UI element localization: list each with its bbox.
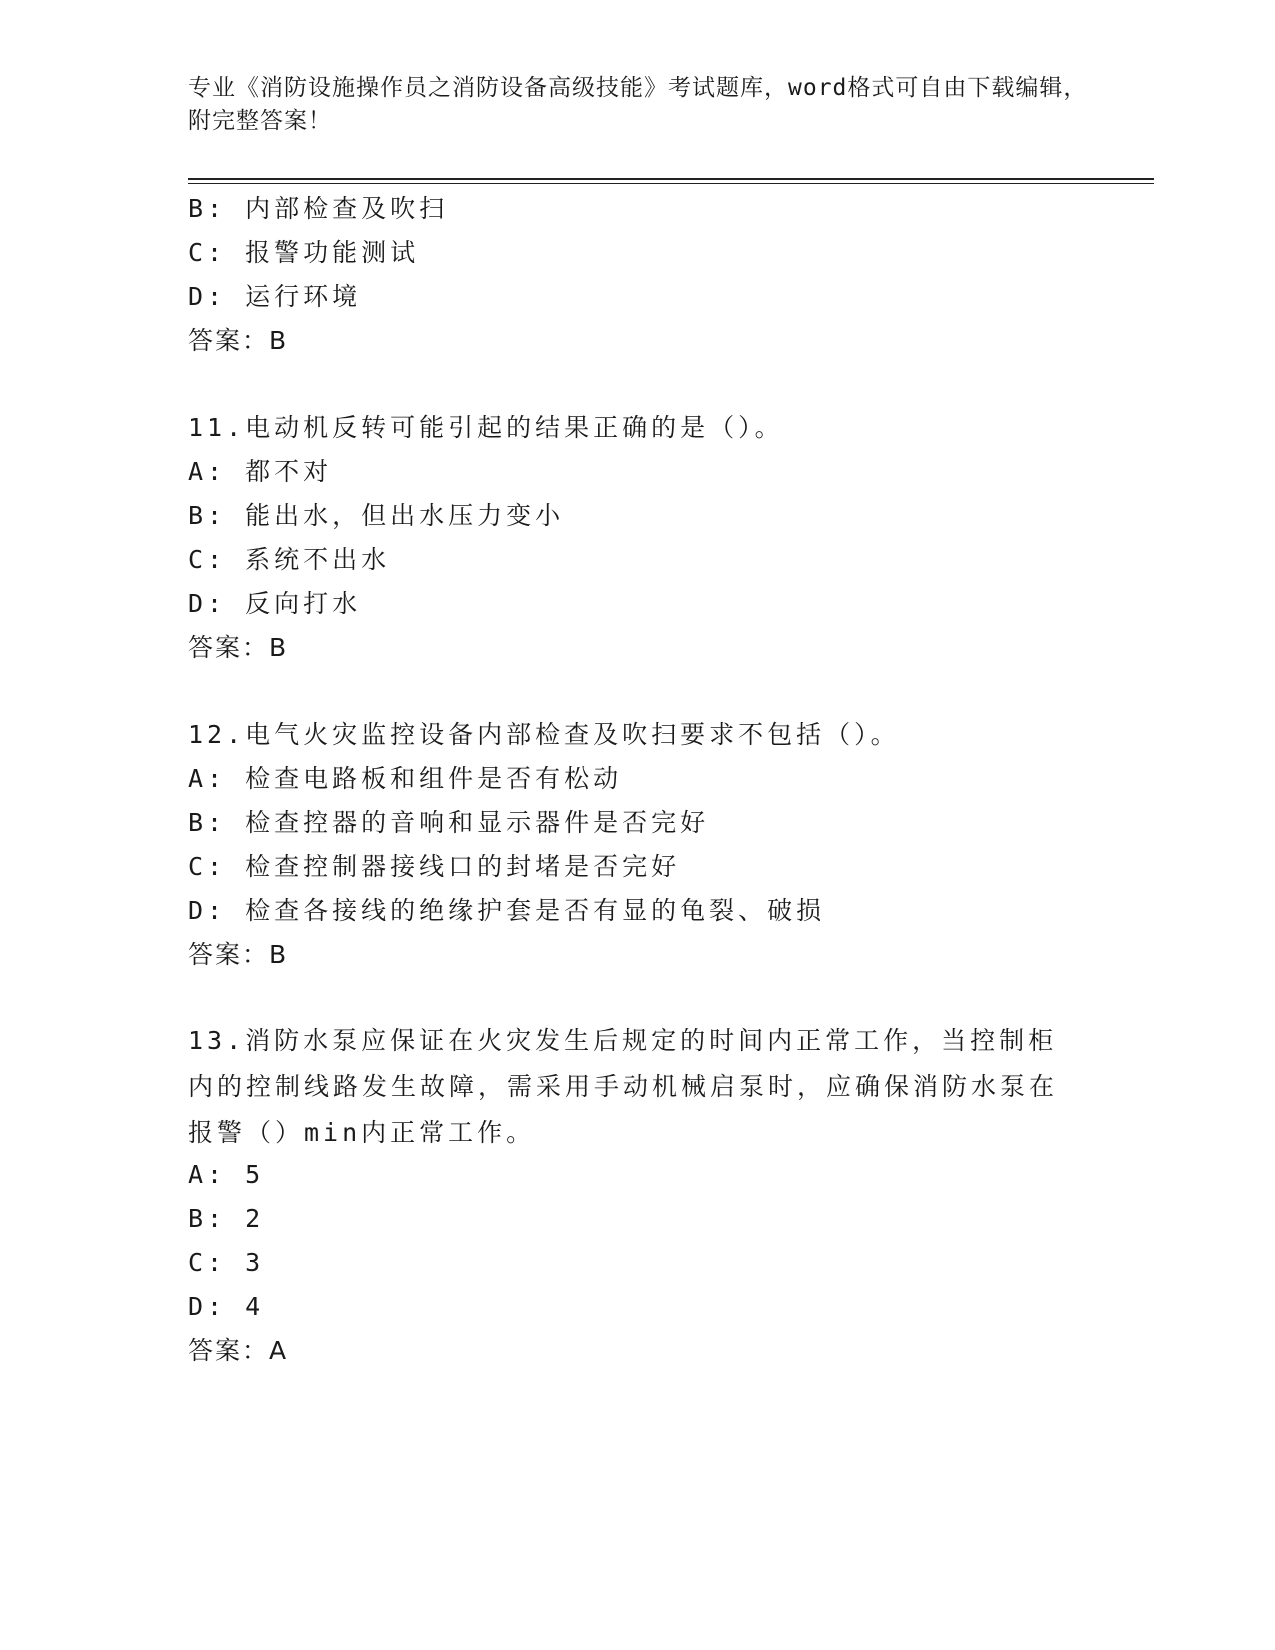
header-divider-thin (188, 183, 1154, 184)
option-c: C: 3 (188, 1248, 265, 1277)
option-b: B: 2 (188, 1204, 265, 1233)
answer: 答案：B (188, 940, 289, 969)
option-a: A: 5 (188, 1160, 265, 1189)
option-d: D: 4 (188, 1292, 265, 1321)
document-header: 专业《消防设施操作员之消防设备高级技能》考试题库，word格式可自由下载编辑，附完整答案！ (188, 75, 1088, 134)
question-stem: 12.电气火灾监控设备内部检查及吹扫要求不包括（）。 (188, 720, 900, 749)
option-d: D: 反向打水 (188, 589, 362, 618)
option-c: C: 检查控制器接线口的封堵是否完好 (188, 852, 681, 881)
option-b: B: 能出水，但出水压力变小 (188, 501, 565, 530)
option-b: B: 内部检查及吹扫 (188, 194, 449, 223)
option-d: D: 检查各接线的绝缘护套是否有显的龟裂、破损 (188, 896, 826, 925)
option-a: A: 检查电路板和组件是否有松动 (188, 764, 623, 793)
answer: 答案：B (188, 326, 289, 355)
question-stem: 13.消防水泵应保证在火灾发生后规定的时间内正常工作，当控制柜内的控制线路发生故障，需采用手动机械启泵时，应确保消防水泵在报警（）min内正常工作。 (188, 1026, 1059, 1147)
option-c: C: 系统不出水 (188, 545, 391, 574)
answer: 答案：A (188, 1336, 289, 1365)
question-stem: 11.电动机反转可能引起的结果正确的是（）。 (188, 413, 784, 442)
answer: 答案：B (188, 633, 289, 662)
option-b: B: 检查控器的音响和显示器件是否完好 (188, 808, 710, 837)
option-a: A: 都不对 (188, 457, 333, 486)
option-c: C: 报警功能测试 (188, 238, 420, 267)
option-d: D: 运行环境 (188, 282, 362, 311)
header-divider-thick (188, 178, 1154, 180)
